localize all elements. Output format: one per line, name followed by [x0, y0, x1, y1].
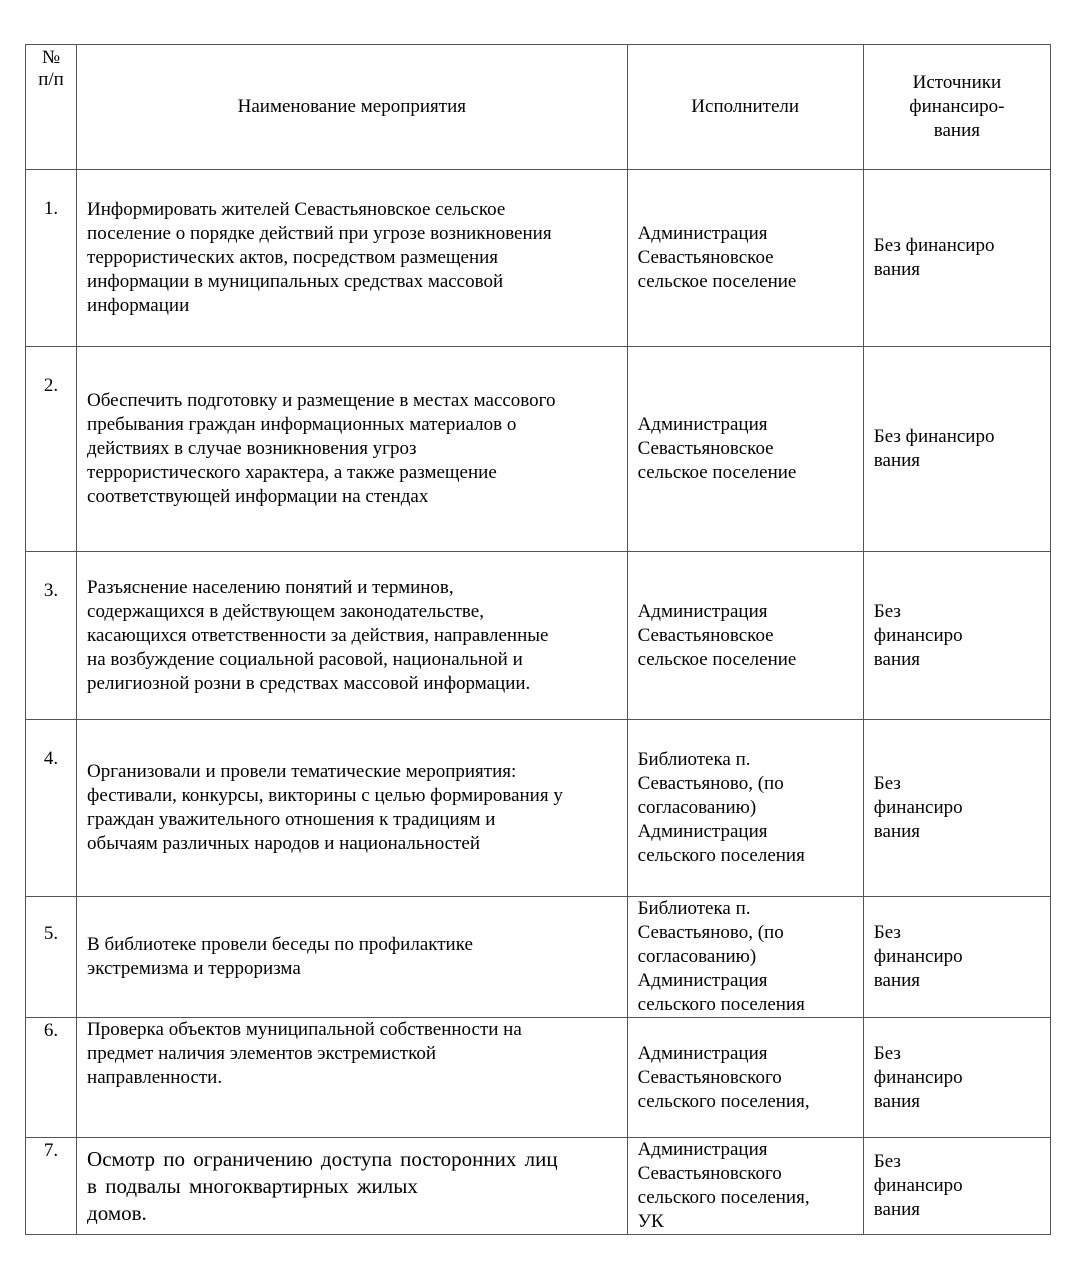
- header-name: Наименование мероприятия: [77, 45, 628, 170]
- row-measure-name: Информировать жителей Севастьяновское сельское поселение о порядке действий при угрозе возникновения террористических актов, посредством размещения информации в муниципальных средствах массовой информации: [77, 170, 628, 347]
- row-measure-name: Осмотр по ограничению доступа посторонних лиц в подвалы многоквартирных жилых домов.: [77, 1138, 628, 1235]
- row-funding: Без финансиро вания: [863, 552, 1050, 720]
- row-number: 7.: [26, 1138, 77, 1235]
- row-measure-name: Проверка объектов муниципальной собственности на предмет наличия элементов экстремисткой направленности.: [77, 1018, 628, 1138]
- row-funding: Без финансиро вания: [863, 1138, 1050, 1235]
- row-executor: Библиотека п. Севастьяново, (по согласованию) Администрация сельского поселения: [627, 720, 863, 897]
- table-row: [26, 347, 1051, 552]
- row-funding: Без финансиро вания: [863, 720, 1050, 897]
- table-row: [26, 897, 1051, 1018]
- table-row: [26, 170, 1051, 347]
- table-row: [26, 1018, 1051, 1138]
- row-funding: Без финансиро вания: [863, 170, 1050, 347]
- header-number: № п/п: [26, 45, 77, 170]
- row-number: 4.: [26, 720, 77, 897]
- table-row: [26, 1138, 1051, 1235]
- row-funding: Без финансиро вания: [863, 897, 1050, 1018]
- row-funding: Без финансиро вания: [863, 1018, 1050, 1138]
- header-funding: Источники финансиро- вания: [863, 45, 1050, 170]
- row-executor: Библиотека п. Севастьяново, (по согласованию) Администрация сельского поселения: [627, 897, 863, 1018]
- row-executor: Администрация Севастьяновское сельское поселение: [627, 552, 863, 720]
- measures-table: [25, 44, 1051, 1235]
- row-measure-name: Разъяснение населению понятий и терминов, содержащихся в действующем законодательстве, касающихся ответственности за действия, направленные на возбуждение социальной расовой, национальной и религиозной розни в средствах массовой информации.: [77, 552, 628, 720]
- row-number: 5.: [26, 897, 77, 1018]
- table-header-row: [26, 45, 1051, 170]
- row-measure-name: Обеспечить подготовку и размещение в местах массового пребывания граждан информационных материалов о действиях в случае возникновения угроз террористического характера, а также размещение соответствующей информации на стендах: [77, 347, 628, 552]
- row-executor: Администрация Севастьяновского сельского поселения,: [627, 1018, 863, 1138]
- row-number: 2.: [26, 347, 77, 552]
- row-executor: Администрация Севастьяновское сельское поселение: [627, 347, 863, 552]
- row-measure-name: В библиотеке провели беседы по профилактике экстремизма и терроризма: [77, 897, 628, 1018]
- table-row: [26, 720, 1051, 897]
- row-measure-name: Организовали и провели тематические мероприятия: фестивали, конкурсы, викторины с целью формирования у граждан уважительного отношения к традициям и обычаям различных народов и национальностей: [77, 720, 628, 897]
- row-executor: Администрация Севастьяновского сельского поселения, УК: [627, 1138, 863, 1235]
- row-executor: Администрация Севастьяновское сельское поселение: [627, 170, 863, 347]
- table-row: [26, 552, 1051, 720]
- row-number: 6.: [26, 1018, 77, 1138]
- row-number: 3.: [26, 552, 77, 720]
- row-funding: Без финансиро вания: [863, 347, 1050, 552]
- row-number: 1.: [26, 170, 77, 347]
- header-executors: Исполнители: [627, 45, 863, 170]
